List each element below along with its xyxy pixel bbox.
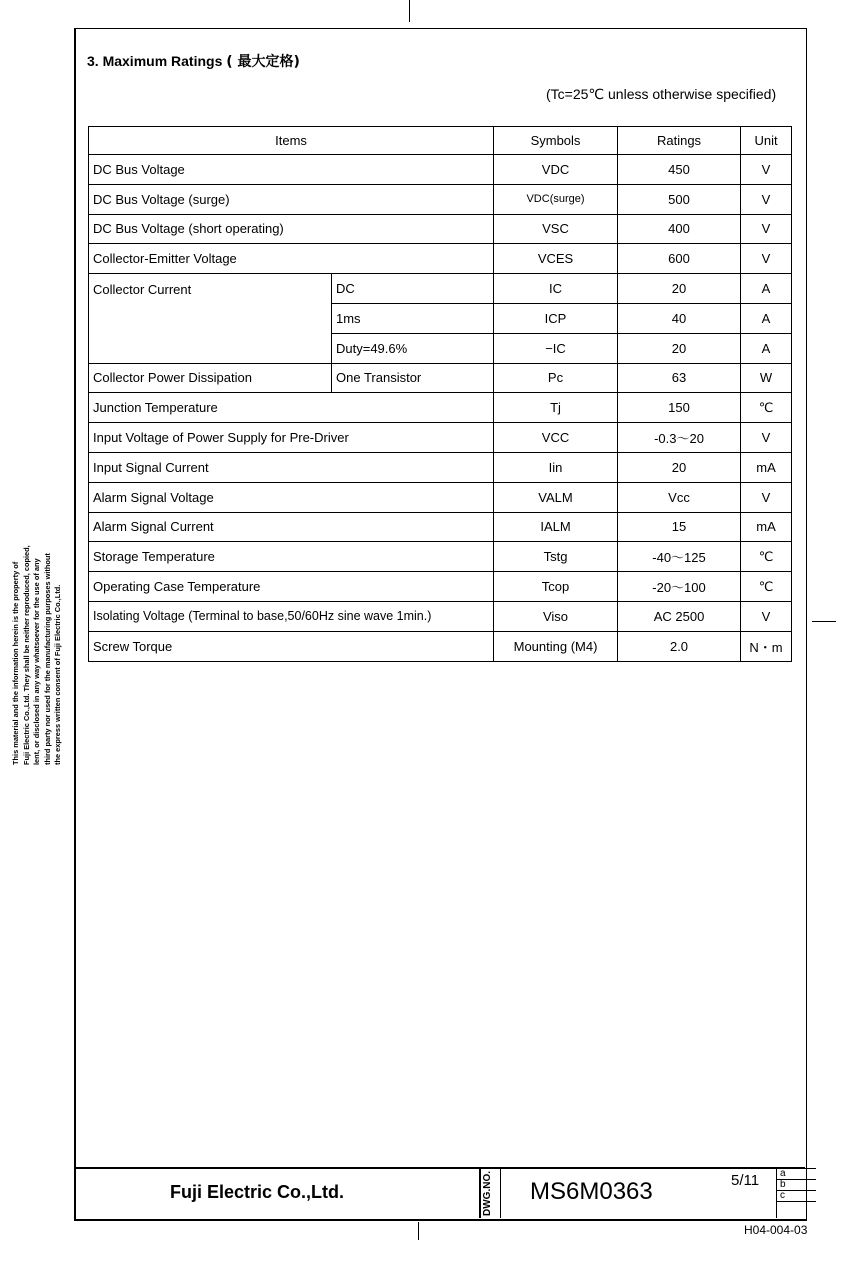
table-row [89, 601, 792, 631]
table-row [89, 512, 792, 542]
footer-separator [500, 1168, 501, 1218]
item-cell: Collector-Emitter Voltage [89, 244, 494, 274]
symbol-cell: Pc [494, 363, 618, 393]
symbol-cell: Tj [494, 393, 618, 423]
maximum-ratings-table [88, 126, 792, 662]
rating-cell: -20～100 [618, 572, 741, 602]
unit-cell: A [741, 333, 792, 363]
header-items: Items [89, 127, 494, 155]
unit-cell: V [741, 423, 792, 453]
item-cell: Input Signal Current [89, 452, 494, 482]
rating-cell: -0.3～20 [618, 423, 741, 453]
rating-cell: 400 [618, 214, 741, 244]
company-name: Fuji Electric Co.,Ltd. [170, 1182, 345, 1202]
table-row [89, 393, 792, 423]
table-row [89, 631, 792, 661]
table-row [89, 572, 792, 602]
item-cell: Collector Current [89, 274, 332, 363]
revision-blank [776, 1201, 816, 1212]
section-title-en: 3. Maximum Ratings [87, 53, 223, 69]
rating-cell: -40～125 [618, 542, 741, 572]
symbol-cell: VSC [494, 214, 618, 244]
header-unit: Unit [741, 127, 792, 155]
rating-cell: Vcc [618, 482, 741, 512]
rating-cell: 15 [618, 512, 741, 542]
unit-cell: V [741, 601, 792, 631]
notice-line: Fuji Electric Co.,Ltd. They shall be neither reproduced, copied, [21, 545, 31, 765]
rating-cell: 20 [618, 452, 741, 482]
rating-cell: 2.0 [618, 631, 741, 661]
symbol-cell: IC [494, 274, 618, 304]
symbol-cell: Tcop [494, 572, 618, 602]
unit-cell: ℃ [741, 572, 792, 602]
symbol-cell: Mounting (M4) [494, 631, 618, 661]
unit-cell: V [741, 184, 792, 214]
item-cell: DC Bus Voltage (surge) [89, 184, 494, 214]
symbol-cell: VDC(surge) [494, 184, 618, 214]
rating-cell: 600 [618, 244, 741, 274]
table-row [89, 452, 792, 482]
right-registration-mark [812, 621, 836, 622]
revision-b: b [776, 1179, 816, 1190]
condition-note: (Tc=25℃ unless otherwise specified) [546, 86, 777, 102]
item-cell: Junction Temperature [89, 393, 494, 423]
notice-line: third party nor used for the manufacturing purposes without [42, 553, 52, 765]
page-number: 5/11 [731, 1172, 760, 1189]
header-ratings: Ratings [618, 127, 741, 155]
document-number: MS6M0363 [530, 1178, 653, 1205]
symbol-cell: IALM [494, 512, 618, 542]
symbol-cell: VCC [494, 423, 618, 453]
item-cell: Alarm Signal Voltage [89, 482, 494, 512]
rating-cell: 500 [618, 184, 741, 214]
item-cell: Collector Power Dissipation [89, 363, 332, 393]
unit-cell: V [741, 214, 792, 244]
item-cell: Screw Torque [89, 631, 494, 661]
unit-cell: N・m [741, 631, 792, 661]
symbol-cell: VCES [494, 244, 618, 274]
footer-separator [479, 1168, 481, 1218]
unit-cell: mA [741, 452, 792, 482]
item-cell: Isolating Voltage (Terminal to base,50/60Hz sine wave 1min.) [89, 601, 494, 631]
revision-a: a [776, 1168, 816, 1179]
footer-divider [74, 1167, 805, 1169]
rating-cell: 20 [618, 333, 741, 363]
table-row [89, 155, 792, 185]
notice-line: the express written consent of Fuji Electric Co.,Ltd. [53, 584, 63, 765]
table-row [89, 214, 792, 244]
rating-cell: 20 [618, 274, 741, 304]
unit-cell: W [741, 363, 792, 393]
table-row [89, 423, 792, 453]
symbol-cell: Tstg [494, 542, 618, 572]
header-symbols: Symbols [494, 127, 618, 155]
item-cell: Storage Temperature [89, 542, 494, 572]
unit-cell: A [741, 303, 792, 333]
rating-cell: AC 2500 [618, 601, 741, 631]
symbol-cell: −IC [494, 333, 618, 363]
section-title [87, 51, 300, 71]
dwg-no-label: DWG.NO. [482, 1171, 493, 1216]
rating-cell: 450 [618, 155, 741, 185]
condition-cell: One Transistor [332, 363, 494, 393]
confidentiality-notice [11, 545, 64, 765]
section-title-jp: ( 最大定格) [226, 54, 300, 70]
unit-cell: ℃ [741, 393, 792, 423]
table-header-row [89, 127, 792, 155]
top-registration-mark [409, 0, 410, 22]
item-cell: DC Bus Voltage (short operating) [89, 214, 494, 244]
unit-cell: A [741, 274, 792, 304]
symbol-cell: VALM [494, 482, 618, 512]
condition-cell: Duty=49.6% [332, 333, 494, 363]
symbol-cell: VDC [494, 155, 618, 185]
unit-cell: V [741, 244, 792, 274]
revision-c: c [776, 1190, 816, 1201]
table-row [89, 542, 792, 572]
unit-cell: V [741, 155, 792, 185]
form-number: H04-004-03 [744, 1223, 808, 1237]
table-row [89, 184, 792, 214]
item-cell: Alarm Signal Current [89, 512, 494, 542]
bottom-registration-mark [418, 1222, 419, 1240]
unit-cell: ℃ [741, 542, 792, 572]
table-row [89, 482, 792, 512]
condition-cell: DC [332, 274, 494, 304]
condition-cell: 1ms [332, 303, 494, 333]
table-row [89, 274, 792, 304]
symbol-cell: ICP [494, 303, 618, 333]
table-row [89, 244, 792, 274]
item-cell: Input Voltage of Power Supply for Pre-Driver [89, 423, 494, 453]
symbol-cell: Viso [494, 601, 618, 631]
rating-cell: 150 [618, 393, 741, 423]
item-cell: Operating Case Temperature [89, 572, 494, 602]
notice-line: This material and the information herein is the property of [11, 561, 20, 765]
notice-line: lent, or disclosed in any way whatsoever for the use of any [32, 558, 42, 765]
rating-cell: 40 [618, 303, 741, 333]
unit-cell: mA [741, 512, 792, 542]
unit-cell: V [741, 482, 792, 512]
symbol-cell: Iin [494, 452, 618, 482]
rating-cell: 63 [618, 363, 741, 393]
table-row [89, 363, 792, 393]
item-cell: DC Bus Voltage [89, 155, 494, 185]
